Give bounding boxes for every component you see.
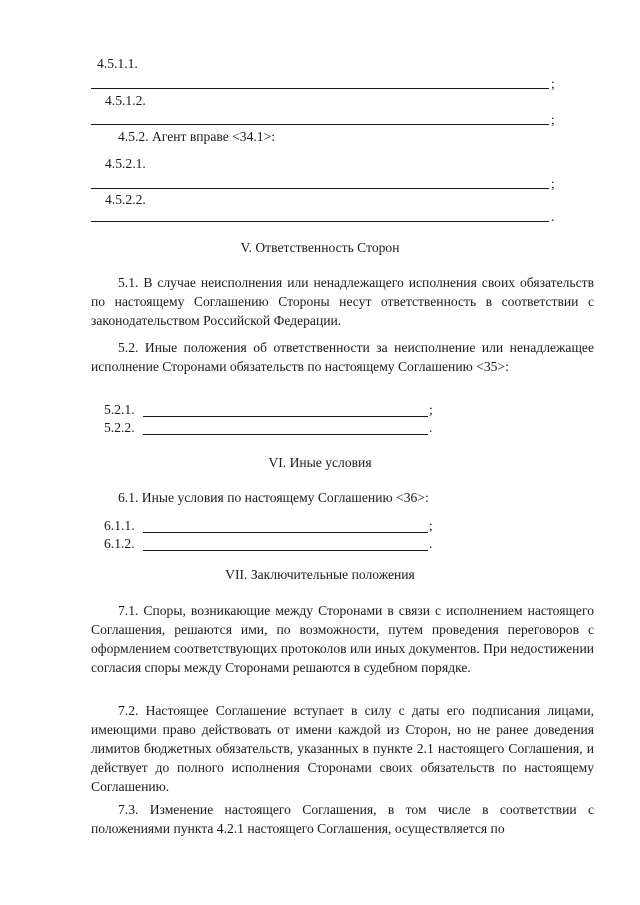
line-end-semicolon: ; — [551, 176, 555, 191]
paragraph-6-1: 6.1. Иные условия по настоящему Соглашению <36>: — [118, 490, 429, 505]
item-5-2-1: 5.2.1. — [104, 402, 135, 417]
line-end-semicolon: ; — [551, 76, 555, 91]
item-4-5-2-1: 4.5.2.1. — [105, 156, 146, 171]
paragraph-7-3: 7.3. Изменение настоящего Соглашения, в том числе в соответствии с положениями пункта 4.2.1 настоящего Соглашения, осуществляется по — [91, 802, 594, 836]
blank-line — [143, 416, 428, 417]
line-end-period: . — [429, 420, 433, 435]
item-4-5-2-2: 4.5.2.2. — [105, 192, 146, 207]
blank-line — [143, 434, 428, 435]
line-end-period: . — [429, 536, 433, 551]
blank-line — [143, 532, 428, 533]
item-6-1-1: 6.1.1. — [104, 518, 135, 533]
blank-line — [91, 188, 549, 189]
item-6-1-2: 6.1.2. — [104, 536, 135, 551]
section-5-title: V. Ответственность Сторон — [240, 240, 400, 255]
blank-line — [91, 124, 549, 125]
blank-line — [91, 88, 549, 89]
blank-line — [91, 221, 549, 222]
line-end-semicolon: ; — [429, 518, 433, 533]
paragraph-5-1: 5.1. В случае неисполнения или ненадлежащего исполнения своих обязательств по настоящему Соглашению Стороны несут ответственность в соответствии с законодательством Российской Федерации. — [91, 275, 594, 328]
line-end-semicolon: ; — [551, 112, 555, 127]
line-end-semicolon: ; — [429, 402, 433, 417]
line-end-period: . — [551, 209, 555, 224]
paragraph-5-2: 5.2. Иные положения об ответственности за неисполнение или ненадлежащее исполнение Сторонами обязательств по настоящему Соглашению <35>: — [91, 340, 594, 374]
section-7-title: VII. Заключительные положения — [225, 567, 415, 582]
item-4-5-1-2: 4.5.1.2. — [105, 93, 146, 108]
blank-line — [143, 550, 428, 551]
paragraph-7-2: 7.2. Настоящее Соглашение вступает в силу с даты его подписания лицами, имеющими право действовать от имени каждой из Сторон, но не ранее доведения лимитов бюджетных обязательств, указанных в пункте 2.1 настоящего Соглашения, и действует до полного исполнения Сторонами своих обязательств по настоящему Соглашению. — [91, 703, 594, 794]
paragraph-7-1: 7.1. Споры, возникающие между Сторонами в связи с исполнением настоящего Соглашения, решаются ими, по возможности, путем проведения переговоров с оформлением соответствующих протоколов или иных документов. При недостижении согласия споры между Сторонами решаются в судебном порядке. — [91, 603, 594, 675]
section-6-title: VI. Иные условия — [268, 455, 372, 470]
item-5-2-2: 5.2.2. — [104, 420, 135, 435]
item-4-5-2: 4.5.2. Агент вправе <34.1>: — [118, 129, 276, 144]
item-4-5-1-1: 4.5.1.1. — [97, 56, 138, 71]
